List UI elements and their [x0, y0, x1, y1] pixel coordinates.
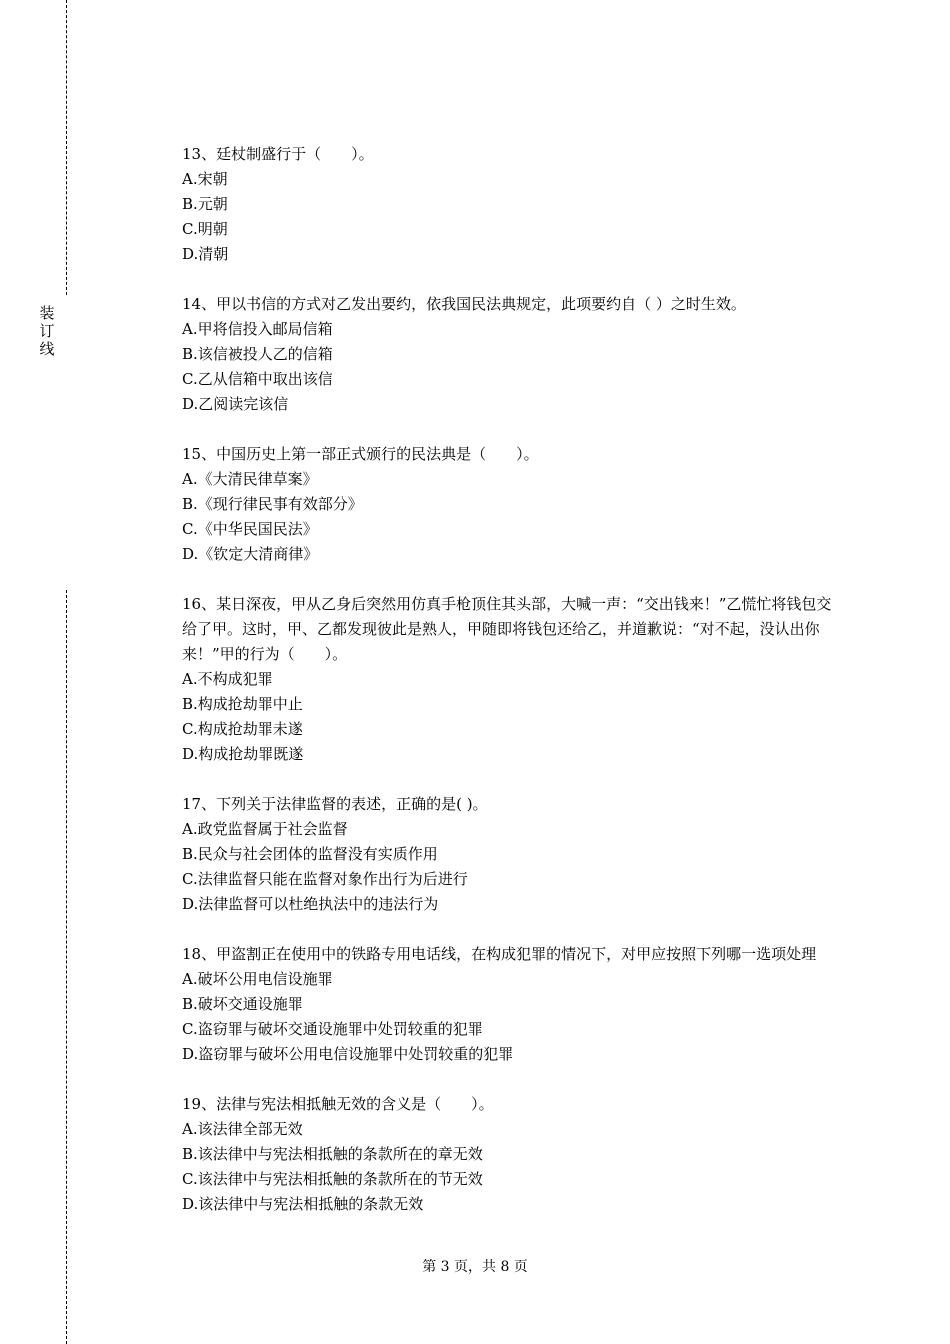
option-a: A.政党监督属于社会监督 [182, 820, 348, 838]
option-b: B.《现行律民事有效部分》 [182, 495, 363, 513]
option-c: C.盗窃罪与破坏交通设施罪中处罚较重的犯罪 [182, 1020, 483, 1038]
option-d: D.乙阅读完该信 [182, 395, 289, 413]
question-19 [182, 1092, 842, 1217]
option-c: C.乙从信箱中取出该信 [182, 370, 333, 388]
question-stem: 14、甲以书信的方式对乙发出要约，依我国民法典规定，此项要约自（ ）之时生效。 [182, 295, 746, 313]
option-c: C.《中华民国民法》 [182, 520, 318, 538]
question-14 [182, 292, 842, 417]
binding-line-top [66, 0, 67, 295]
question-13 [182, 142, 842, 267]
option-c: C.该法律中与宪法相抵触的条款所在的节无效 [182, 1170, 483, 1188]
option-a: A.宋朝 [182, 170, 228, 188]
option-a: A.破坏公用电信设施罪 [182, 970, 333, 988]
option-b: B.破坏交通设施罪 [182, 995, 303, 1013]
option-a: A.该法律全部无效 [182, 1120, 303, 1138]
binding-char: 装 [39, 304, 55, 322]
question-stem: 15、中国历史上第一部正式颁行的民法典是（ ）。 [182, 445, 539, 463]
binding-char: 线 [39, 340, 55, 358]
option-c: C.法律监督只能在监督对象作出行为后进行 [182, 870, 468, 888]
option-b: B.民众与社会团体的监督没有实质作用 [182, 845, 438, 863]
binding-char: 订 [39, 322, 55, 340]
option-d: D.盗窃罪与破坏公用电信设施罪中处罚较重的犯罪 [182, 1045, 514, 1063]
option-b: B.元朝 [182, 195, 228, 213]
question-16 [182, 592, 842, 767]
option-b: B.该信被投人乙的信箱 [182, 345, 333, 363]
question-stem: 16、某日深夜，甲从乙身后突然用仿真手枪顶住其头部，大喊一声：“交出钱来！”乙慌忙将钱包交给了甲。这时，甲、乙都发现彼此是熟人，甲随即将钱包还给乙，并道歉说：“对不起，没认出你来！”甲的行为（ ）。 [182, 595, 832, 663]
question-stem: 13、廷杖制盛行于（ ）。 [182, 145, 374, 163]
binding-label [37, 304, 57, 358]
option-c: C.构成抢劫罪未遂 [182, 720, 303, 738]
question-18 [182, 942, 842, 1067]
option-d: D.法律监督可以杜绝执法中的违法行为 [182, 895, 439, 913]
question-15 [182, 442, 842, 567]
question-17 [182, 792, 842, 917]
option-a: A.不构成犯罪 [182, 670, 273, 688]
option-b: B.该法律中与宪法相抵触的条款所在的章无效 [182, 1145, 483, 1163]
option-d: D.清朝 [182, 245, 229, 263]
question-stem: 17、下列关于法律监督的表述，正确的是( )。 [182, 795, 488, 813]
option-d: D.《钦定大清商律》 [182, 545, 319, 563]
option-d: D.该法律中与宪法相抵触的条款无效 [182, 1195, 424, 1213]
page-number: 第 3 页，共 8 页 [422, 1259, 528, 1275]
question-stem: 19、法律与宪法相抵触无效的含义是（ ）。 [182, 1095, 494, 1113]
option-a: A.甲将信投入邮局信箱 [182, 320, 333, 338]
binding-line-bottom [66, 590, 67, 1344]
option-a: A.《大清民律草案》 [182, 470, 318, 488]
option-c: C.明朝 [182, 220, 228, 238]
option-b: B.构成抢劫罪中止 [182, 695, 303, 713]
question-list [182, 142, 842, 1242]
question-stem: 18、甲盗割正在使用中的铁路专用电话线，在构成犯罪的情况下，对甲应按照下列哪一选项处理 [182, 945, 817, 963]
option-d: D.构成抢劫罪既遂 [182, 745, 304, 763]
